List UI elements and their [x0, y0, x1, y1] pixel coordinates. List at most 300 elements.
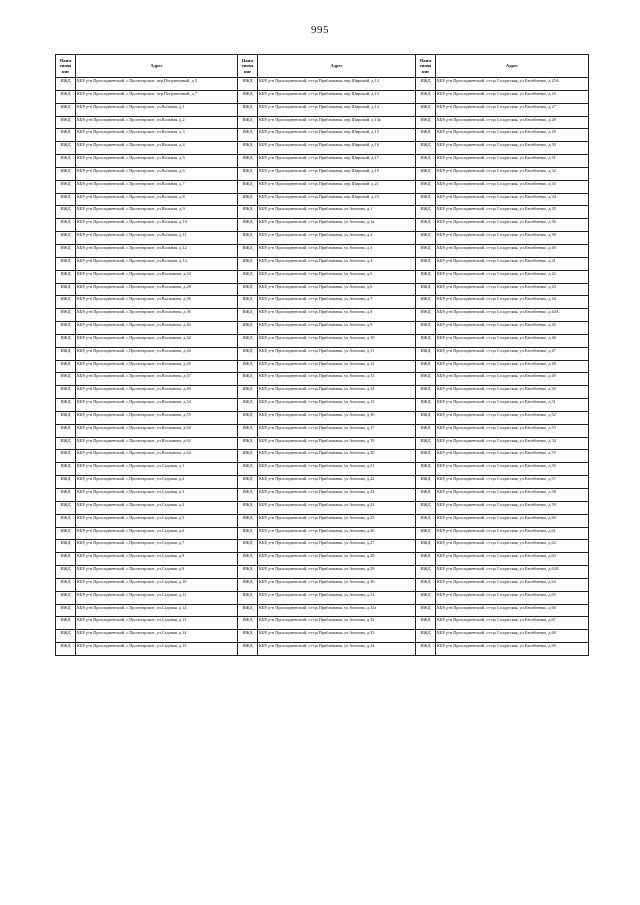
address-cell: КБР, р-н Прохладненский, с.Пролетарское, ул.Садовая, д.13 [76, 617, 238, 630]
table-row [56, 167, 589, 180]
address-cell: КБР, р-н Прохладненский, ст-ца Приближная, ул.Анохова, д.6 [258, 283, 416, 296]
object-type-cell: ИЖД [416, 411, 436, 424]
address-cell: КБР, р-н Прохладненский, ст-ца Солдатская, ул.Евсейченко, д.36 [436, 219, 589, 232]
address-cell: КБР, р-н Прохладненский, ст-ца Солдатская, ул.Евсейченко, д.25А [436, 78, 589, 91]
object-type-cell: ИЖД [56, 501, 76, 514]
table-row [56, 78, 589, 91]
table-row [56, 103, 589, 116]
table-row [56, 270, 589, 283]
address-cell: КБР, р-н Прохладненский, ст-ца Солдатская, ул.Евсейченко, д.63А [436, 566, 589, 579]
object-type-cell: ИЖД [238, 386, 258, 399]
object-type-cell: ИЖД [238, 334, 258, 347]
address-cell: КБР, р-н Прохладненский, ст-ца Приближная, ул.Анохова, д.2 [258, 232, 416, 245]
address-cell: КБР, р-н Прохладненский, с.Пролетарское, ул.Восканова, д.54 [76, 399, 238, 412]
object-type-cell: ИЖД [56, 257, 76, 270]
address-cell: КБР, р-н Прохладненский, с.Пролетарское, ул.Садовая, д.3 [76, 489, 238, 502]
address-cell: КБР, р-н Прохладненский, ст-ца Приближная, пер.Широкий, д.13 [258, 90, 416, 103]
table-row [56, 142, 589, 155]
table-row [56, 206, 589, 219]
address-cell: КБР, р-н Прохладненский, ст-ца Приближная, ул.Анохова, д.24 [258, 501, 416, 514]
object-type-cell: ИЖД [56, 90, 76, 103]
address-cell: КБР, р-н Прохладненский, ст-ца Приближная, ул.Анохова, д.7 [258, 296, 416, 309]
object-type-cell: ИЖД [416, 219, 436, 232]
object-type-cell: ИЖД [416, 347, 436, 360]
object-type-cell: ИЖД [416, 129, 436, 142]
object-type-cell: ИЖД [56, 347, 76, 360]
address-cell: КБР, р-н Прохладненский, ст-ца Солдатская, ул.Евсейченко, д.40 [436, 244, 589, 257]
table-row [56, 604, 589, 617]
address-cell: КБР, р-н Прохладненский, ст-ца Солдатская, ул.Евсейченко, д.53 [436, 424, 589, 437]
object-type-cell: ИЖД [238, 167, 258, 180]
address-cell: КБР, р-н Прохладненский, ст-ца Приближная, ул.Анохова, д.21 [258, 463, 416, 476]
object-type-cell: ИЖД [416, 360, 436, 373]
object-type-cell: ИЖД [416, 437, 436, 450]
object-type-cell: ИЖД [416, 322, 436, 335]
object-type-cell: ИЖД [416, 244, 436, 257]
address-cell: КБР, р-н Прохладненский, с.Пролетарское, ул.Восканова, д.42 [76, 334, 238, 347]
object-type-cell: ИЖД [56, 411, 76, 424]
object-type-cell: ИЖД [238, 296, 258, 309]
table-row [56, 399, 589, 412]
address-cell: КБР, р-н Прохладненский, с.Пролетарское, ул.Вольная, д.5 [76, 155, 238, 168]
object-type-cell: ИЖД [238, 257, 258, 270]
address-cell: КБР, р-н Прохладненский, с.Пролетарское, ул.Восканова, д.40 [76, 322, 238, 335]
object-type-cell: ИЖД [416, 193, 436, 206]
address-cell: КБР, р-н Прохладненский, с.Пролетарское, ул.Вольная, д.8 [76, 193, 238, 206]
address-cell: КБР, р-н Прохладненский, с.Пролетарское, ул.Восканова, д.24 [76, 270, 238, 283]
address-cell: КБР, р-н Прохладненский, с.Пролетарское, ул.Восканова, д.64 [76, 450, 238, 463]
address-cell: КБР, р-н Прохладненский, ст-ца Приближная, ул.Анохова, д.13 [258, 373, 416, 386]
table-row [56, 591, 589, 604]
table-row [56, 540, 589, 553]
address-cell: КБР, р-н Прохладненский, с.Пролетарское, ул.Восканова, д.55 [76, 411, 238, 424]
object-type-cell: ИЖД [238, 411, 258, 424]
address-cell: КБР, р-н Прохладненский, с.Пролетарское, ул.Вольная, д.7 [76, 180, 238, 193]
address-cell: КБР, р-н Прохладненский, ст-ца Приближная, ул.Анохова, д.5 [258, 270, 416, 283]
address-cell: КБР, р-н Прохладненский, ст-ца Приближная, ул.Анохова, д.14 [258, 386, 416, 399]
object-type-cell: ИЖД [238, 591, 258, 604]
address-cell: КБР, р-н Прохладненский, ст-ца Приближная, ул.Анохова, д.4 [258, 257, 416, 270]
object-type-cell: ИЖД [238, 424, 258, 437]
address-cell: КБР, р-н Прохладненский, ст-ца Приближная, ул.Анохова, д.19 [258, 437, 416, 450]
object-type-cell: ИЖД [56, 578, 76, 591]
object-type-cell: ИЖД [416, 232, 436, 245]
object-type-cell: ИЖД [238, 309, 258, 322]
object-type-cell: ИЖД [238, 437, 258, 450]
object-type-cell: ИЖД [416, 501, 436, 514]
object-type-cell: ИЖД [416, 206, 436, 219]
table-header-row [56, 55, 589, 78]
object-type-cell: ИЖД [416, 553, 436, 566]
address-cell: КБР, р-н Прохладненский, с.Пролетарское, ул.Садовая, д.9 [76, 566, 238, 579]
address-cell: КБР, р-н Прохладненский, ст-ца Солдатская, ул.Евсейченко, д.29 [436, 129, 589, 142]
header-address: Адрес [258, 55, 416, 78]
address-cell: КБР, р-н Прохладненский, ст-ца Солдатская, ул.Евсейченко, д.55 [436, 450, 589, 463]
address-cell: КБР, р-н Прохладненский, ст-ца Приближная, ул.Анохова, д.33 [258, 630, 416, 643]
object-type-cell: ИЖД [238, 489, 258, 502]
object-type-cell: ИЖД [238, 540, 258, 553]
address-cell: КБР, р-н Прохладненский, ст-ца Солдатская, ул.Евсейченко, д.60 [436, 514, 589, 527]
address-cell: КБР, р-н Прохладненский, ст-ца Солдатская, ул.Евсейченко, д.67 [436, 617, 589, 630]
address-cell: КБР, р-н Прохладненский, с.Пролетарское, ул.Восканова, д.60 [76, 424, 238, 437]
table-row [56, 476, 589, 489]
table-row [56, 463, 589, 476]
address-cell: КБР, р-н Прохладненский, ст-ца Приближная, пер.Широкий, д.15 [258, 129, 416, 142]
object-type-cell: ИЖД [56, 617, 76, 630]
object-type-cell: ИЖД [416, 103, 436, 116]
object-type-cell: ИЖД [56, 424, 76, 437]
address-cell: КБР, р-н Прохладненский, ст-ца Солдатская, ул.Евсейченко, д.38 [436, 232, 589, 245]
object-type-cell: ИЖД [56, 129, 76, 142]
address-cell: КБР, р-н Прохладненский, ст-ца Солдатская, ул.Евсейченко, д.51 [436, 399, 589, 412]
object-type-cell: ИЖД [238, 373, 258, 386]
object-type-cell: ИЖД [56, 167, 76, 180]
table-row [56, 578, 589, 591]
table-row [56, 617, 589, 630]
address-cell: КБР, р-н Прохладненский, ст-ца Приближная, ул.Анохова, д.10 [258, 334, 416, 347]
object-type-cell: ИЖД [56, 450, 76, 463]
object-type-cell: ИЖД [416, 630, 436, 643]
table-row [56, 411, 589, 424]
table-row [56, 116, 589, 129]
object-type-cell: ИЖД [238, 270, 258, 283]
address-cell: КБР, р-н Прохладненский, с.Пролетарское, ул.Восканова, д.49 [76, 386, 238, 399]
address-cell: КБР, р-н Прохладненский, с.Пролетарское, ул.Садовая, д.8 [76, 553, 238, 566]
table-row [56, 283, 589, 296]
table-row [56, 489, 589, 502]
address-cell: КБР, р-н Прохладненский, ст-ца Приближная, ул.Анохова, д.27 [258, 540, 416, 553]
address-cell: КБР, р-н Прохладненский, ст-ца Солдатская, ул.Евсейченко, д.52 [436, 411, 589, 424]
object-type-cell: ИЖД [56, 566, 76, 579]
table-row [56, 514, 589, 527]
address-cell: КБР, р-н Прохладненский, с.Пролетарское, ул.Вольная, д.10 [76, 219, 238, 232]
object-type-cell: ИЖД [416, 463, 436, 476]
object-type-cell: ИЖД [238, 155, 258, 168]
address-cell: КБР, р-н Прохладненский, с.Пролетарское, ул.Восканова, д.47 [76, 373, 238, 386]
header-address: Адрес [436, 55, 589, 78]
object-type-cell: ИЖД [238, 399, 258, 412]
object-type-cell: ИЖД [416, 476, 436, 489]
address-cell: КБР, р-н Прохладненский, ст-ца Солдатская, ул.Евсейченко, д.63 [436, 553, 589, 566]
object-type-cell: ИЖД [238, 501, 258, 514]
object-type-cell: ИЖД [238, 578, 258, 591]
object-type-cell: ИЖД [416, 78, 436, 91]
object-type-cell: ИЖД [238, 244, 258, 257]
object-type-cell: ИЖД [238, 604, 258, 617]
table-row [56, 386, 589, 399]
address-cell: КБР, р-н Прохладненский, ст-ца Приближная, пер.Широкий, д.21 [258, 180, 416, 193]
object-type-cell: ИЖД [56, 463, 76, 476]
address-cell: КБР, р-н Прохладненский, ст-ца Приближная, пер.Широкий, д.16 [258, 142, 416, 155]
object-type-cell: ИЖД [416, 514, 436, 527]
address-cell: КБР, р-н Прохладненский, с.Пролетарское, ул.Восканова, д.44 [76, 347, 238, 360]
address-cell: КБР, р-н Прохладненский, с.Пролетарское, ул.Садовая, д.2 [76, 476, 238, 489]
address-cell: КБР, р-н Прохладненский, ст-ца Солдатская, ул.Евсейченко, д.58 [436, 489, 589, 502]
address-cell: КБР, р-н Прохладненский, ст-ца Приближная, пер.Широкий, д.17 [258, 155, 416, 168]
object-type-cell: ИЖД [56, 206, 76, 219]
address-cell: КБР, р-н Прохладненский, ст-ца Приближная, ул.Анохова, д.12 [258, 360, 416, 373]
address-cell: КБР, р-н Прохладненский, ст-ца Приближная, пер.Широкий, д.12 [258, 78, 416, 91]
object-type-cell: ИЖД [56, 514, 76, 527]
object-type-cell: ИЖД [56, 116, 76, 129]
address-cell: КБР, р-н Прохладненский, ст-ца Приближная, ул.Анохова, д.20 [258, 450, 416, 463]
address-cell: КБР, р-н Прохладненский, ст-ца Приближная, ул.Анохова, д.16 [258, 411, 416, 424]
address-cell: КБР, р-н Прохладненский, ст-ца Солдатская, ул.Евсейченко, д.46 [436, 334, 589, 347]
object-type-cell: ИЖД [416, 527, 436, 540]
address-cell: КБР, р-н Прохладненский, с.Пролетарское, ул.Восканова, д.30 [76, 296, 238, 309]
address-cell: КБР, р-н Прохладненский, с.Пролетарское, ул.Восканова, д.62 [76, 437, 238, 450]
table-row [56, 424, 589, 437]
table-row [56, 219, 589, 232]
address-cell: КБР, р-н Прохладненский, ст-ца Приближная, ул.Анохова, д.32 [258, 617, 416, 630]
table-row [56, 527, 589, 540]
object-type-cell: ИЖД [56, 193, 76, 206]
table-row [56, 566, 589, 579]
table-row [56, 630, 589, 643]
table-body [56, 78, 589, 656]
table-row [56, 180, 589, 193]
object-type-cell: ИЖД [238, 78, 258, 91]
table-row [56, 360, 589, 373]
object-type-cell: ИЖД [56, 155, 76, 168]
object-type-cell: ИЖД [56, 142, 76, 155]
address-cell: КБР, р-н Прохладненский, с.Пролетарское, ул.Вольная, д.1 [76, 103, 238, 116]
table-row [56, 643, 589, 656]
address-cell: КБР, р-н Прохладненский, с.Пролетарское, ул.Вольная, д.2 [76, 116, 238, 129]
object-type-cell: ИЖД [238, 360, 258, 373]
table-row [56, 193, 589, 206]
address-cell: КБР, р-н Прохладненский, с.Пролетарское, ул.Вольная, д.3 [76, 129, 238, 142]
object-type-cell: ИЖД [238, 450, 258, 463]
address-cell: КБР, р-н Прохладненский, ст-ца Приближная, пер.Широкий, д.19 [258, 167, 416, 180]
address-cell: КБР, р-н Прохладненский, ст-ца Солдатская, ул.Евсейченко, д.54 [436, 437, 589, 450]
object-type-cell: ИЖД [56, 219, 76, 232]
object-type-cell: ИЖД [416, 116, 436, 129]
table-row [56, 257, 589, 270]
address-cell: КБР, р-н Прохладненский, ст-ца Приближная, ул.Анохова, д.26 [258, 527, 416, 540]
object-type-cell: ИЖД [56, 296, 76, 309]
object-type-cell: ИЖД [238, 514, 258, 527]
object-type-cell: ИЖД [56, 591, 76, 604]
object-type-cell: ИЖД [238, 116, 258, 129]
table-row [56, 129, 589, 142]
object-type-cell: ИЖД [238, 322, 258, 335]
table-row [56, 373, 589, 386]
header-kind: Наим енова ние [416, 55, 436, 78]
object-type-cell: ИЖД [56, 78, 76, 91]
object-type-cell: ИЖД [416, 155, 436, 168]
object-type-cell: ИЖД [56, 322, 76, 335]
address-cell: КБР, р-н Прохладненский, ст-ца Солдатская, ул.Евсейченко, д.65 [436, 591, 589, 604]
header-kind: Наим енова ние [238, 55, 258, 78]
object-type-cell: ИЖД [416, 309, 436, 322]
header-address: Адрес [76, 55, 238, 78]
address-cell: КБР, р-н Прохладненский, ст-ца Солдатская, ул.Евсейченко, д.33 [436, 180, 589, 193]
address-cell: КБР, р-н Прохладненский, ст-ца Солдатская, ул.Евсейченко, д.57 [436, 476, 589, 489]
address-cell: КБР, р-н Прохладненский, ст-ца Солдатская, ул.Евсейченко, д.69 [436, 643, 589, 656]
address-cell: КБР, р-н Прохладненский, с.Пролетарское, ул.Вольная, д.12 [76, 244, 238, 257]
address-cell: КБР, р-н Прохладненский, с.Пролетарское, пер.Пограничный, д.7 [76, 90, 238, 103]
address-cell: КБР, р-н Прохладненский, ст-ца Солдатская, ул.Евсейченко, д.49 [436, 373, 589, 386]
object-type-cell: ИЖД [238, 630, 258, 643]
object-type-cell: ИЖД [416, 283, 436, 296]
address-cell: КБР, р-н Прохладненский, ст-ца Солдатская, ул.Евсейченко, д.34 [436, 193, 589, 206]
address-cell: КБР, р-н Прохладненский, ст-ца Солдатская, ул.Евсейченко, д.41 [436, 257, 589, 270]
object-type-cell: ИЖД [416, 270, 436, 283]
table-row [56, 244, 589, 257]
table-row [56, 232, 589, 245]
address-cell: КБР, р-н Прохладненский, ст-ца Приближная, пер.Широкий, д.14а [258, 116, 416, 129]
object-type-cell: ИЖД [416, 489, 436, 502]
object-type-cell: ИЖД [56, 476, 76, 489]
object-type-cell: ИЖД [416, 257, 436, 270]
table-row [56, 322, 589, 335]
object-type-cell: ИЖД [416, 180, 436, 193]
table-row [56, 334, 589, 347]
header-kind: Наим енова ние [56, 55, 76, 78]
address-cell: КБР, р-н Прохладненский, ст-ца Приближная, ул.Анохова, д.25 [258, 514, 416, 527]
object-type-cell: ИЖД [416, 617, 436, 630]
address-cell: КБР, р-н Прохладненский, ст-ца Приближная, пер.Широкий, д.14 [258, 103, 416, 116]
address-cell: КБР, р-н Прохладненский, с.Пролетарское, ул.Садовая, д.15 [76, 643, 238, 656]
object-type-cell: ИЖД [416, 167, 436, 180]
object-type-cell: ИЖД [56, 283, 76, 296]
address-cell: КБР, р-н Прохладненский, ст-ца Приближная, ул.Анохова, д.31а [258, 604, 416, 617]
address-cell: КБР, р-н Прохладненский, с.Пролетарское, ул.Садовая, д.11 [76, 591, 238, 604]
object-type-cell: ИЖД [238, 463, 258, 476]
object-type-cell: ИЖД [238, 617, 258, 630]
address-cell: КБР, р-н Прохладненский, ст-ца Приближная, ул.Анохова, д.3 [258, 244, 416, 257]
address-cell: КБР, р-н Прохладненский, с.Пролетарское, ул.Вольная, д.4 [76, 142, 238, 155]
object-type-cell: ИЖД [416, 386, 436, 399]
address-cell: КБР, р-н Прохладненский, с.Пролетарское, ул.Вольная, д.9 [76, 206, 238, 219]
table-row [56, 553, 589, 566]
object-type-cell: ИЖД [238, 232, 258, 245]
object-type-cell: ИЖД [56, 630, 76, 643]
address-cell: КБР, р-н Прохладненский, ст-ца Солдатская, ул.Евсейченко, д.27 [436, 103, 589, 116]
address-cell: КБР, р-н Прохладненский, с.Пролетарское, ул.Садовая, д.12 [76, 604, 238, 617]
object-type-cell: ИЖД [238, 193, 258, 206]
address-cell: КБР, р-н Прохладненский, ст-ца Солдатская, ул.Евсейченко, д.28 [436, 116, 589, 129]
object-type-cell: ИЖД [56, 180, 76, 193]
address-cell: КБР, р-н Прохладненский, ст-ца Солдатская, ул.Евсейченко, д.30 [436, 142, 589, 155]
address-cell: КБР, р-н Прохладненский, с.Пролетарское, ул.Садовая, д.4 [76, 501, 238, 514]
object-type-cell: ИЖД [56, 309, 76, 322]
address-cell: КБР, р-н Прохладненский, ст-ца Солдатская, ул.Евсейченко, д.45 [436, 322, 589, 335]
object-type-cell: ИЖД [238, 206, 258, 219]
address-cell: КБР, р-н Прохладненский, с.Пролетарское, ул.Садовая, д.7 [76, 540, 238, 553]
object-type-cell: ИЖД [416, 334, 436, 347]
object-type-cell: ИЖД [416, 373, 436, 386]
address-cell: КБР, р-н Прохладненский, ст-ца Солдатская, ул.Евсейченко, д.42 [436, 270, 589, 283]
address-cell: КБР, р-н Прохладненский, с.Пролетарское, пер.Пограничный, д.5 [76, 78, 238, 91]
address-cell: КБР, р-н Прохладненский, с.Пролетарское, ул.Вольная, д.6 [76, 167, 238, 180]
address-cell: КБР, р-н Прохладненский, ст-ца Приближная, пер.Широкий, д.23 [258, 193, 416, 206]
object-type-cell: ИЖД [238, 180, 258, 193]
address-cell: КБР, р-н Прохладненский, ст-ца Солдатская, ул.Евсейченко, д.43 [436, 283, 589, 296]
address-cell: КБР, р-н Прохладненский, ст-ца Приближная, ул.Анохова, д.29 [258, 566, 416, 579]
address-cell: КБР, р-н Прохладненский, ст-ца Приближная, ул.Анохова, д.30 [258, 578, 416, 591]
object-type-cell: ИЖД [56, 553, 76, 566]
object-type-cell: ИЖД [56, 527, 76, 540]
object-type-cell: ИЖД [56, 399, 76, 412]
address-cell: КБР, р-н Прохладненский, ст-ца Солдатская, ул.Евсейченко, д.59 [436, 501, 589, 514]
object-type-cell: ИЖД [56, 540, 76, 553]
object-type-cell: ИЖД [56, 386, 76, 399]
address-cell: КБР, р-н Прохладненский, ст-ца Солдатская, ул.Евсейченко, д.48 [436, 360, 589, 373]
address-cell: КБР, р-н Прохладненский, ст-ца Приближная, ул.Анохова, д.11 [258, 347, 416, 360]
address-cell: КБР, р-н Прохладненский, ст-ца Солдатская, ул.Евсейченко, д.26 [436, 90, 589, 103]
address-cell: КБР, р-н Прохладненский, ст-ца Солдатская, ул.Евсейченко, д.66 [436, 604, 589, 617]
object-type-cell: ИЖД [238, 283, 258, 296]
table-row [56, 450, 589, 463]
object-type-cell: ИЖД [238, 566, 258, 579]
object-type-cell: ИЖД [56, 244, 76, 257]
address-cell: КБР, р-н Прохладненский, ст-ца Солдатская, ул.Евсейченко, д.61 [436, 527, 589, 540]
address-cell: КБР, р-н Прохладненский, ст-ца Приближная, ул.Анохова, д.1а [258, 219, 416, 232]
object-type-cell: ИЖД [416, 591, 436, 604]
address-cell: КБР, р-н Прохладненский, с.Пролетарское, ул.Садовая, д.6 [76, 527, 238, 540]
object-type-cell: ИЖД [238, 643, 258, 656]
page-number: 995 [311, 24, 329, 36]
address-cell: КБР, р-н Прохладненский, ст-ца Солдатская, ул.Евсейченко, д.56 [436, 463, 589, 476]
address-cell: КБР, р-н Прохладненский, ст-ца Солдатская, ул.Евсейченко, д.64 [436, 578, 589, 591]
object-type-cell: ИЖД [416, 424, 436, 437]
address-cell: КБР, р-н Прохладненский, ст-ца Солдатская, ул.Евсейченко, д.68 [436, 630, 589, 643]
address-cell: КБР, р-н Прохладненский, ст-ца Солдатская, ул.Евсейченко, д.47 [436, 347, 589, 360]
object-type-cell: ИЖД [238, 553, 258, 566]
address-cell: КБР, р-н Прохладненский, ст-ца Солдатская, ул.Евсейченко, д.32 [436, 167, 589, 180]
table-row [56, 309, 589, 322]
address-cell: КБР, р-н Прохладненский, с.Пролетарское, ул.Восканова, д.45 [76, 360, 238, 373]
object-type-cell: ИЖД [416, 578, 436, 591]
address-cell: КБР, р-н Прохладненский, ст-ца Приближная, ул.Анохова, д.23 [258, 489, 416, 502]
table-row [56, 155, 589, 168]
address-cell: КБР, р-н Прохладненский, ст-ца Приближная, ул.Анохова, д.22 [258, 476, 416, 489]
address-cell: КБР, р-н Прохладненский, с.Пролетарское, ул.Садовая, д.10 [76, 578, 238, 591]
object-type-cell: ИЖД [416, 90, 436, 103]
address-table [55, 54, 589, 656]
address-cell: КБР, р-н Прохладненский, с.Пролетарское, ул.Садовая, д.1 [76, 463, 238, 476]
address-cell: КБР, р-н Прохладненский, ст-ца Приближная, ул.Анохова, д.31 [258, 591, 416, 604]
address-cell: КБР, р-н Прохладненский, с.Пролетарское, ул.Вольная, д.11 [76, 232, 238, 245]
object-type-cell: ИЖД [416, 604, 436, 617]
object-type-cell: ИЖД [238, 527, 258, 540]
address-cell: КБР, р-н Прохладненский, ст-ца Приближная, ул.Анохова, д.34 [258, 643, 416, 656]
address-cell: КБР, р-н Прохладненский, ст-ца Солдатская, ул.Евсейченко, д.50 [436, 386, 589, 399]
table-row [56, 296, 589, 309]
object-type-cell: ИЖД [416, 450, 436, 463]
address-cell: КБР, р-н Прохладненский, ст-ца Солдатская, ул.Евсейченко, д.44А [436, 309, 589, 322]
address-cell: КБР, р-н Прохладненский, ст-ца Солдатская, ул.Евсейченко, д.44 [436, 296, 589, 309]
object-type-cell: ИЖД [416, 540, 436, 553]
object-type-cell: ИЖД [416, 399, 436, 412]
object-type-cell: ИЖД [56, 437, 76, 450]
object-type-cell: ИЖД [238, 347, 258, 360]
object-type-cell: ИЖД [56, 643, 76, 656]
object-type-cell: ИЖД [238, 103, 258, 116]
object-type-cell: ИЖД [238, 219, 258, 232]
address-cell: КБР, р-н Прохладненский, ст-ца Приближная, ул.Анохова, д.28 [258, 553, 416, 566]
address-cell: КБР, р-н Прохладненский, ст-ца Приближная, ул.Анохова, д.15 [258, 399, 416, 412]
object-type-cell: ИЖД [56, 334, 76, 347]
address-cell: КБР, р-н Прохладненский, ст-ца Приближная, ул.Анохова, д.17 [258, 424, 416, 437]
table-row [56, 347, 589, 360]
table-row [56, 90, 589, 103]
table-row [56, 501, 589, 514]
object-type-cell: ИЖД [416, 296, 436, 309]
address-cell: КБР, р-н Прохладненский, с.Пролетарское, ул.Восканова, д.28 [76, 283, 238, 296]
